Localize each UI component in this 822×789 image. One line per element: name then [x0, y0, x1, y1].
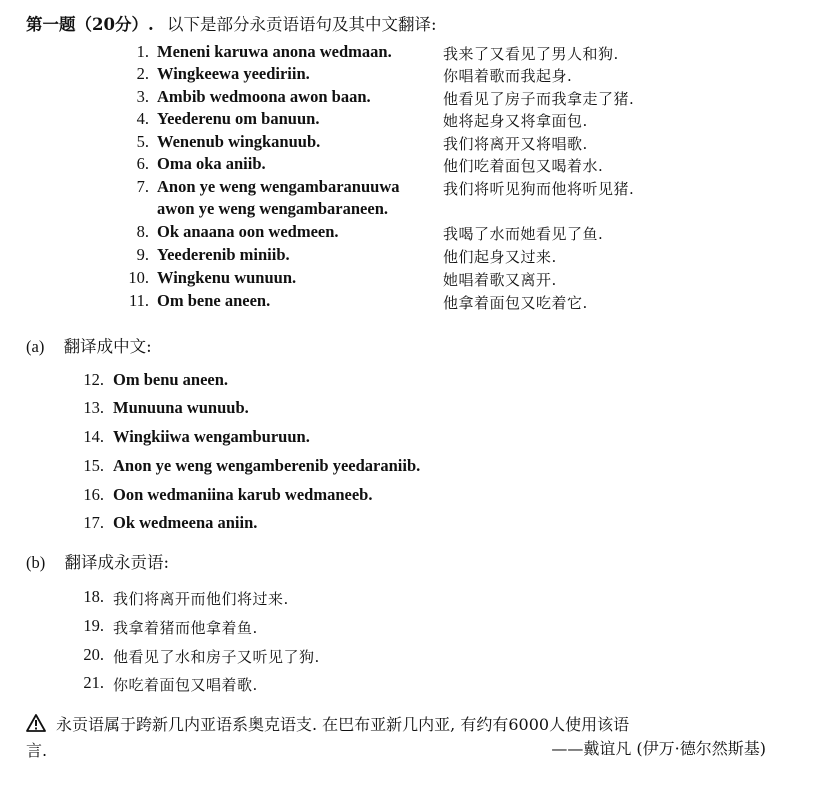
question-text: Wingkiiwa wengamburuun. — [113, 427, 310, 446]
example-number: 10. — [128, 268, 149, 287]
yonggom-sentence: Wenenub wingkanuub. — [157, 132, 321, 151]
chinese-translation: 她将起身又将拿面包. — [443, 112, 588, 130]
question-text: Oon wedmaniina karub wedmaneeb. — [113, 485, 373, 504]
question-number: 13. — [83, 398, 104, 417]
question-text: 我们将离开而他们将过来. — [113, 590, 289, 608]
yonggom-sentence: Ok anaana oon wedmeen. — [157, 222, 339, 241]
note-text-line2: 言. — [26, 741, 48, 760]
question-text: Om benu aneen. — [113, 370, 229, 389]
chinese-translation: 她唱着歌又离开. — [443, 271, 557, 289]
example-number: 7. — [136, 177, 149, 196]
chinese-translation: 他们吃着面包又喝着水. — [443, 157, 604, 175]
yonggom-sentence: Meneni karuwa anona wedmaan. — [157, 42, 392, 61]
question-number: 15. — [83, 456, 104, 475]
yonggom-sentence: Wingkenu wunuun. — [157, 268, 297, 287]
example-number: 9. — [136, 245, 149, 264]
example-number: 1. — [136, 42, 149, 61]
question-number: 21. — [83, 673, 104, 692]
question-text: 我拿着猪而他拿着鱼. — [113, 619, 258, 637]
part-b-heading — [26, 549, 169, 573]
question-text: Munuuna wunuub. — [113, 398, 249, 417]
yonggom-sentence: Yeederenu om banuun. — [157, 109, 320, 128]
question-number: 19. — [83, 616, 104, 635]
example-number: 4. — [136, 109, 149, 128]
question-number: 14. — [83, 427, 104, 446]
note-text-line1: 永贡语属于跨新几内亚语系奥克语支. 在巴布亚新几内亚, 有约有6000人使用该语 — [56, 715, 630, 734]
problem-title — [26, 11, 437, 35]
problem-heading: 第一题（20分）. — [26, 15, 154, 34]
chinese-translation: 他看见了房子而我拿走了猪. — [443, 90, 635, 108]
chinese-translation: 我来了又看见了男人和狗. — [443, 45, 619, 63]
part-b-instruction: 翻译成永贡语: — [64, 553, 170, 572]
question-text: 他看见了水和房子又听见了狗. — [113, 648, 320, 666]
chinese-translation: 我喝了水而她看见了鱼. — [443, 225, 604, 243]
question-number: 20. — [83, 645, 104, 664]
chinese-translation: 我们将听见狗而他将听见猪. — [443, 180, 635, 198]
chinese-translation: 我们将离开又将唱歌. — [443, 135, 588, 153]
chinese-translation: 他拿着面包又吃着它. — [443, 294, 588, 312]
example-number: 11. — [128, 291, 149, 310]
question-number: 17. — [83, 513, 104, 532]
question-number: 16. — [83, 485, 104, 504]
question-text: Anon ye weng wengamberenib yeedaraniib. — [113, 456, 421, 475]
chinese-translation: 你唱着歌而我起身. — [443, 67, 573, 85]
part-a-label: (a) — [26, 337, 45, 356]
yonggom-sentence-continuation: awon ye weng wengambaraneen. — [157, 199, 388, 218]
example-number: 2. — [136, 64, 149, 83]
yonggom-sentence: Yeederenib miniib. — [157, 245, 290, 264]
example-number: 3. — [136, 87, 149, 106]
note-attribution: ——戴谊凡 (伊万·德尔然斯基) — [551, 739, 766, 758]
part-a-heading — [26, 333, 152, 357]
yonggom-sentence: Oma oka aniib. — [157, 154, 266, 173]
yonggom-sentence: Om bene aneen. — [157, 291, 271, 310]
problem-intro: 以下是部分永贡语语句及其中文翻译: — [166, 15, 437, 34]
question-text: Ok wedmeena aniin. — [113, 513, 258, 532]
example-number: 6. — [136, 154, 149, 173]
question-number: 18. — [83, 587, 104, 606]
chinese-translation: 他们起身又过来. — [443, 248, 557, 266]
warning-icon — [26, 714, 46, 732]
yonggom-sentence: Anon ye weng wengambaranuuwa — [157, 177, 400, 196]
yonggom-sentence: Ambib wedmoona awon baan. — [157, 87, 371, 106]
part-a-instruction: 翻译成中文: — [63, 337, 152, 356]
question-text: 你吃着面包又唱着歌. — [113, 676, 258, 694]
question-number: 12. — [83, 370, 104, 389]
example-number: 5. — [136, 132, 149, 151]
part-b-label: (b) — [26, 553, 46, 572]
example-number: 8. — [136, 222, 149, 241]
language-note — [26, 712, 629, 735]
yonggom-sentence: Wingkeewa yeediriin. — [157, 64, 310, 83]
